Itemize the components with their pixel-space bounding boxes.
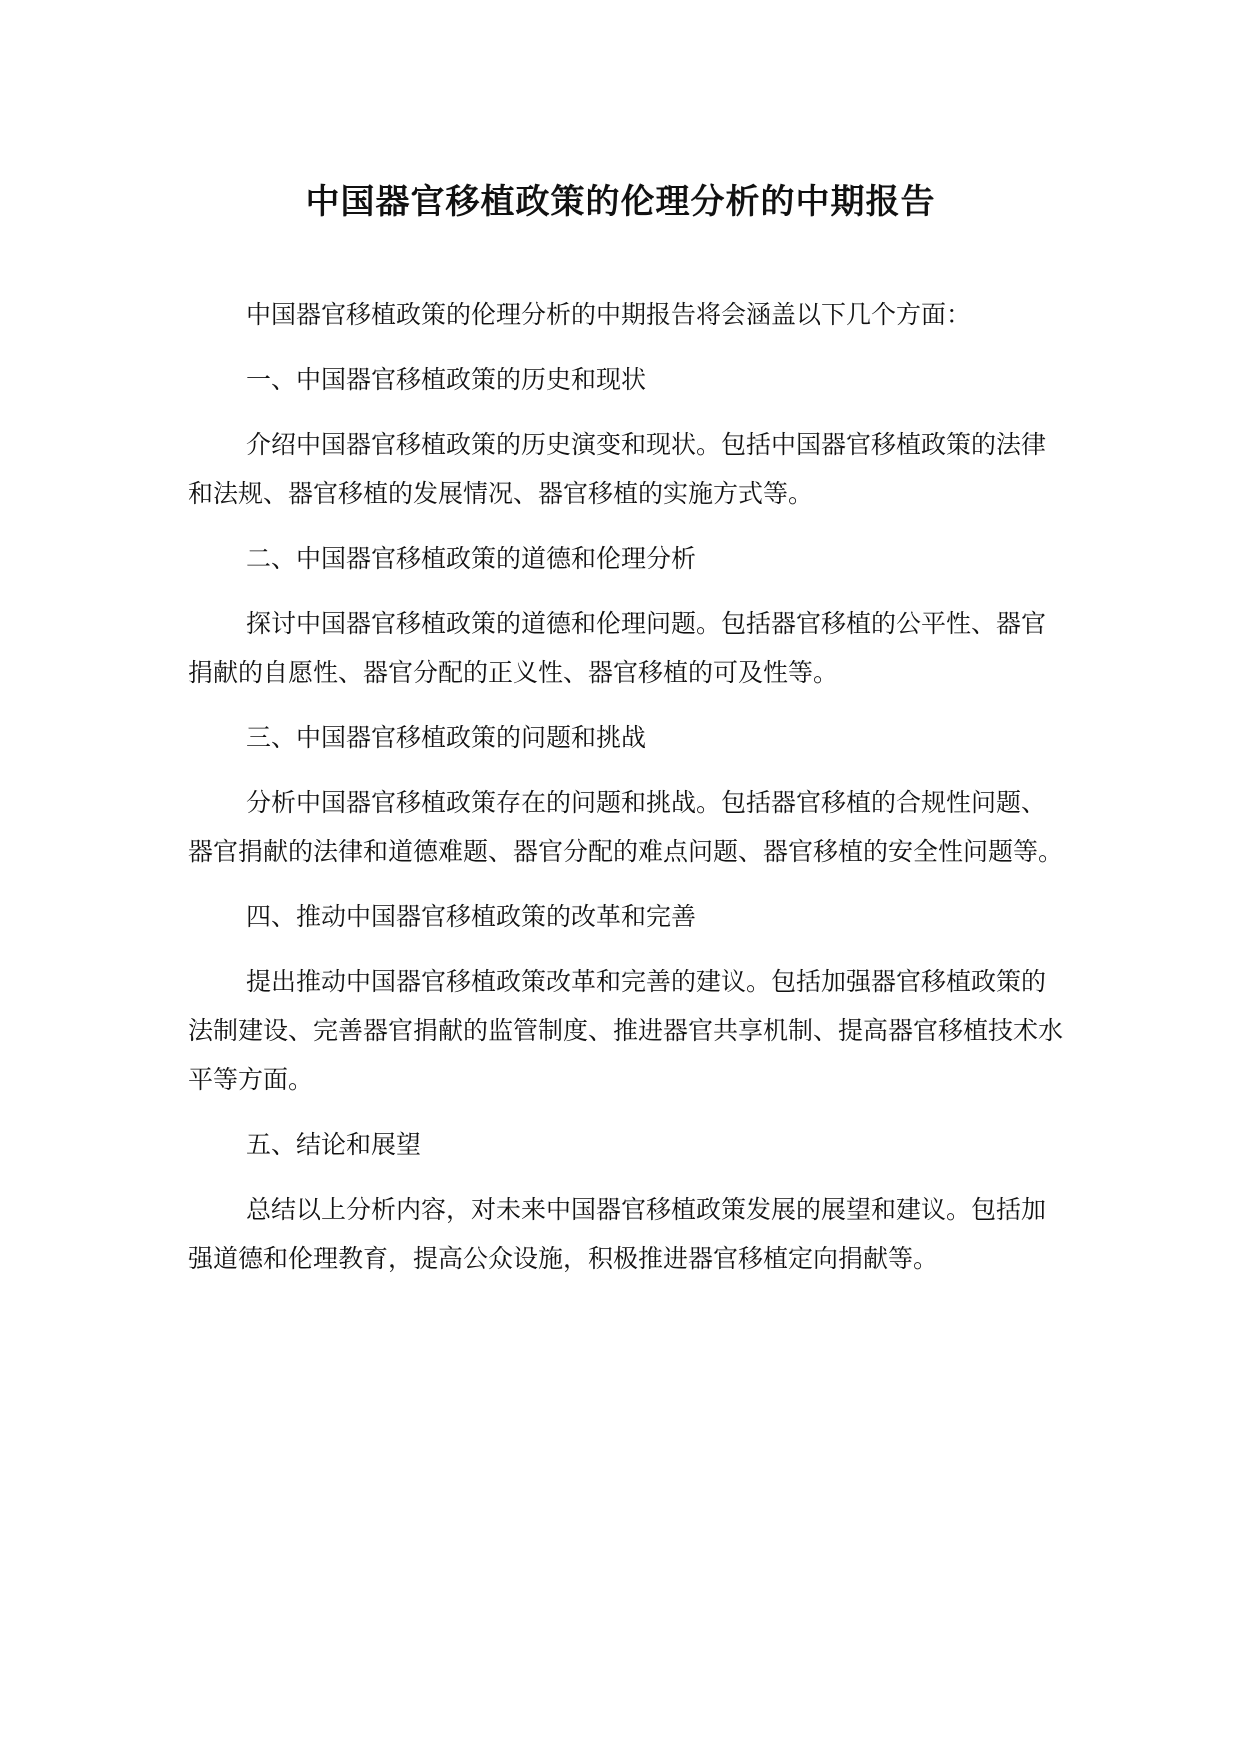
section-body-5: 总结以上分析内容，对未来中国器官移植政策发展的展望和建议。包括加强道德和伦理教育，提高公众设施，积极推进器官移植定向捐献等。 (188, 1195, 1047, 1273)
section-heading-4: 四、推动中国器官移植政策的改革和完善 (246, 902, 697, 931)
section-heading-1: 一、中国器官移植政策的历史和现状 (246, 365, 647, 394)
section-body-2: 探讨中国器官移植政策的道德和伦理问题。包括器官移植的公平性、器官捐献的自愿性、器官分配的正义性、器官移植的可及性等。 (188, 609, 1047, 687)
section-body-4: 提出推动中国器官移植政策改革和完善的建议。包括加强器官移植政策的法制建设、完善器官捐献的监管制度、推进器官共享机制、提高器官移植技术水平等方面。 (188, 967, 1064, 1094)
section-body-1: 介绍中国器官移植政策的历史演变和现状。包括中国器官移植政策的法律和法规、器官移植的发展情况、器官移植的实施方式等。 (188, 430, 1047, 508)
section-heading-2: 二、中国器官移植政策的道德和伦理分析 (246, 544, 697, 573)
document-body (188, 290, 1068, 1283)
section-body-3: 分析中国器官移植政策存在的问题和挑战。包括器官移植的合规性问题、器官捐献的法律和道德难题、器官分配的难点问题、器官移植的安全性问题等。 (188, 788, 1064, 866)
document-title: 中国器官移植政策的伦理分析的中期报告 (305, 182, 936, 222)
intro-paragraph: 中国器官移植政策的伦理分析的中期报告将会涵盖以下几个方面： (246, 300, 972, 329)
section-heading-5: 五、结论和展望 (246, 1130, 422, 1159)
section-heading-3: 三、中国器官移植政策的问题和挑战 (246, 723, 647, 752)
